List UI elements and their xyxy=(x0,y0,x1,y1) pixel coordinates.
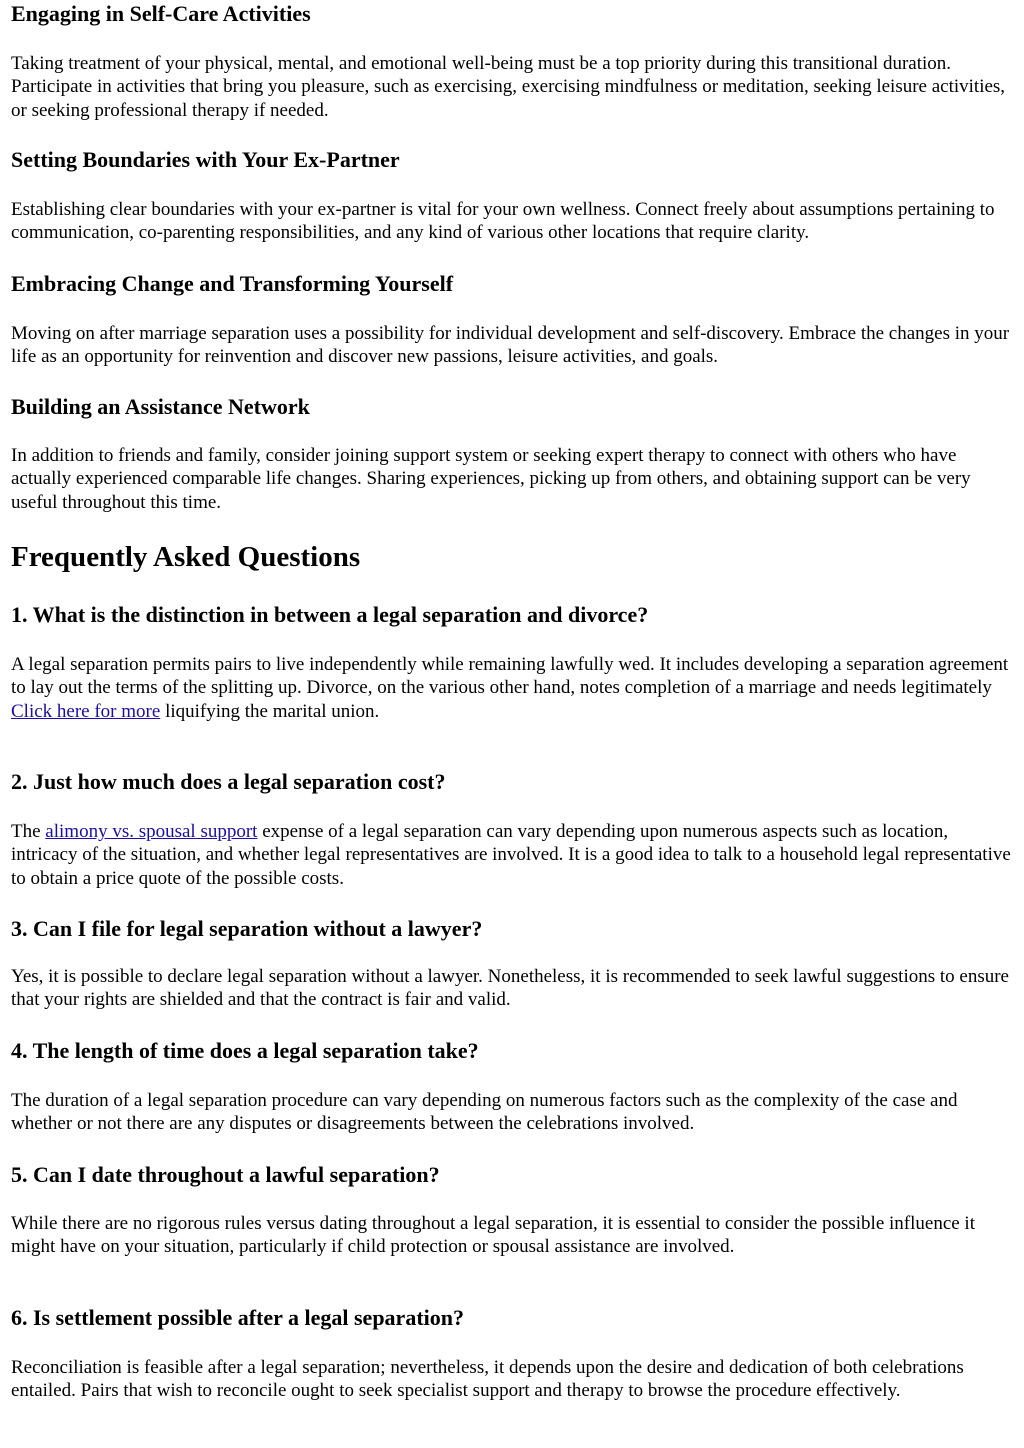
faq-title: Frequently Asked Questions xyxy=(11,541,361,573)
section-text-self-care: Taking treatment of your physical, mental, and emotional well-being must be a top priority during this transitional duration. Participate in activities that bring you pleasure, such as exercising, exercising mindfulness or meditation, seeking leisure activities, or seeking professional therapy if needed. xyxy=(11,53,1006,121)
faq-answer-1 xyxy=(11,653,1018,723)
faq-question-2: 2. Just how much does a legal separation cost? xyxy=(11,769,446,794)
section-heading-self-care: Engaging in Self-Care Activities xyxy=(11,1,311,26)
faq-answer-2 xyxy=(11,820,1018,890)
alimony-vs-spousal-support-link[interactable]: alimony vs. spousal support xyxy=(45,821,258,842)
click-here-for-more-link[interactable]: Click here for more xyxy=(11,700,161,722)
faq-question-3: 3. Can I file for legal separation without a lawyer? xyxy=(11,916,483,941)
faq-answer-2-text: expense of a legal separation can vary depending upon numerous aspects such as location, intricacy of the situation, and whether legal representatives are involved. It is a good idea to talk to a household legal representative to obtain a price quote of the possible costs. xyxy=(11,821,1011,889)
faq-answer-5: While there are no rigorous rules versus dating throughout a legal separation, it is essential to consider the possible influence it might have on your situation, particularly if child protection or spousal assistance are involved. xyxy=(11,1213,975,1258)
faq-question-1: 1. What is the distinction in between a legal separation and divorce? xyxy=(11,602,649,627)
section-text-network: In addition to friends and family, consider joining support system or seeking expert therapy to connect with others who have actually experienced comparable life changes. Sharing experiences, picking up from others, and obtaining support can be very useful throughout this time. xyxy=(11,445,971,513)
faq-answer-1-text: A legal separation permits pairs to live independently while remaining lawfully wed. It includes developing a separation agreement to lay out the terms of the splitting up. Divorce, on the various other hand, notes completion of a marriage and needs legitimately xyxy=(11,654,1009,699)
section-text-boundaries: Establishing clear boundaries with your ex-partner is vital for your own wellness. Connect freely about assumptions pertaining to communication, co-parenting responsibilities, and any kind of various other locations that require clarity. xyxy=(11,199,995,244)
faq-answer-4: The duration of a legal separation procedure can vary depending on numerous factors such as the complexity of the case and whether or not there are any disputes or disagreements between the celebrations involved. xyxy=(11,1090,958,1135)
faq-answer-1-text-end: liquifying the marital union. xyxy=(160,700,380,722)
section-heading-boundaries: Setting Boundaries with Your Ex-Partner xyxy=(11,147,400,172)
faq-question-4: 4. The length of time does a legal separation take? xyxy=(11,1038,479,1063)
faq-question-6: 6. Is settlement possible after a legal separation? xyxy=(11,1305,464,1330)
faq-answer-6: Reconciliation is feasible after a legal separation; nevertheless, it depends upon the desire and dedication of both celebrations entailed. Pairs that wish to reconcile ought to seek specialist support and therapy to browse the procedure effectively. xyxy=(11,1357,964,1402)
section-heading-network: Building an Assistance Network xyxy=(11,394,310,419)
faq-question-5: 5. Can I date throughout a lawful separation? xyxy=(11,1162,440,1187)
section-heading-change: Embracing Change and Transforming Yourself xyxy=(11,271,454,296)
faq-answer-3: Yes, it is possible to declare legal separation without a lawyer. Nonetheless, it is recommended to seek lawful suggestions to ensure that your rights are shielded and that the contract is fair and valid. xyxy=(11,966,1009,1011)
section-text-change: Moving on after marriage separation uses a possibility for individual development and self-discovery. Embrace the changes in your life as an opportunity for reinvention and discover new passions, leisure activities, and goals. xyxy=(11,323,1010,368)
faq-answer-2-text-start: The xyxy=(11,821,46,842)
